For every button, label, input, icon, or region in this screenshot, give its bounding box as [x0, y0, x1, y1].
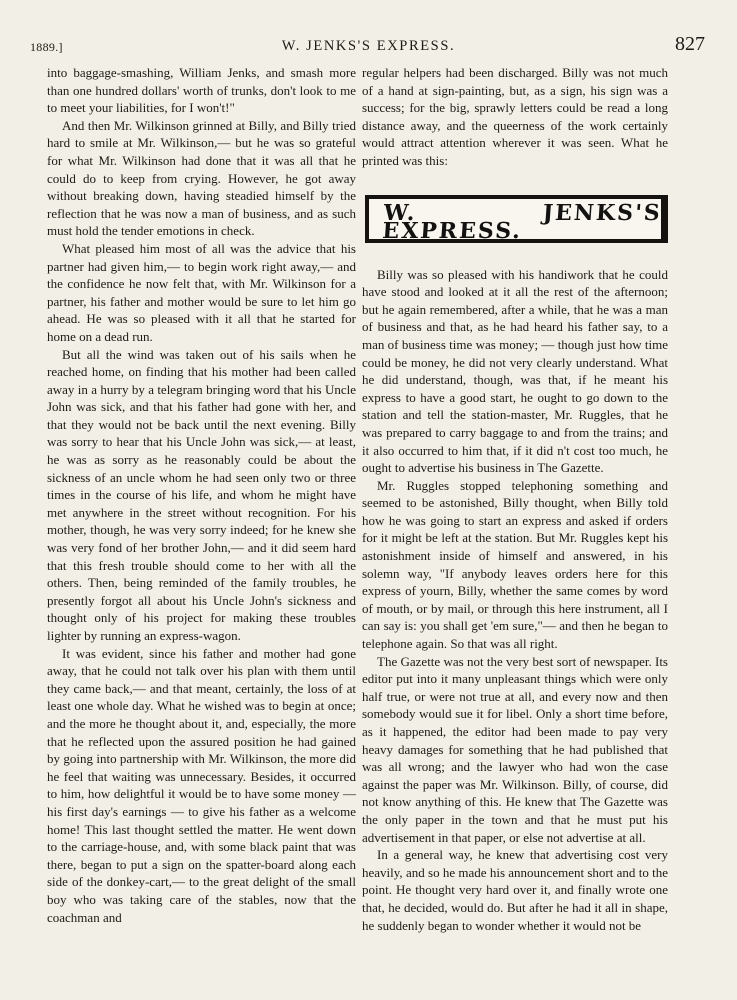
paragraph: regular helpers had been discharged. Billy was not much of a hand at sign-painting, but, as a sign, his sign was a success; for the big, sprawly letters could be read a long distance away, and the queerness of the work certainly would attract attention wherever it was seen. What he printed was this: — [362, 65, 668, 168]
paragraph: What pleased him most of all was the advice that his partner had given him,— to begin work right away,— and the confidence he now felt that, with Mr. Wilkinson for a partner, his father and mother would be sure to let him go ahead. He was so pleased with it all that he started for home on a dead run. — [47, 240, 356, 344]
left-column — [47, 64, 356, 926]
sign-text: W. JENKS'S EXPRESS. — [381, 199, 663, 244]
painted-sign — [365, 195, 668, 243]
running-header — [30, 33, 707, 60]
paragraph: Mr. Ruggles stopped telephoning something and seemed to be astonished, Billy thought, when Billy told how he was going to start an express and asked if orders for it might be left at the station. But Mr. Ruggles kept his astonishment inside of himself and answered, in his solemn way, "If anybody leaves orders here for this express of yourn, Billy, whether the same comes by word of mouth, or by mail, or through this here instrument, all I can say is: you shall get 'em sure,"— and then he began to telephone again. So that was all right. — [362, 477, 668, 652]
right-column — [362, 64, 668, 934]
paragraph: And then Mr. Wilkinson grinned at Billy, and Billy tried hard to smile at Mr. Wilkinson,— but he was so grateful for what Mr. Wilkinson had done that it was all that he could do to keep from crying. However, he got away without breaking down, having steadied himself by the reflection that he was now a man of business, and as such must hold the tender emotions in check. — [47, 117, 356, 239]
paragraph: But all the wind was taken out of his sails when he reached home, on finding that his mother had been called away in a hurry by a telegram bringing word that his Uncle John was sick, and that his father had gone with her, and that they would not be back until the next evening. Billy was sorry to hear that his Uncle John was sick,— at least, he was as sorry as he reasonably could be about the sickness of an uncle whom he had seen only two or three times in the course of his life, and whom he might have met anywhere in the street without recognition. For his mother, though, he was very sorry indeed; for he knew she was very fond of her brother John,— and it did seem hard that this fresh trouble should come to her with all the others. Then, being reminded of the family troubles, he presently forgot all about his Uncle John's sickness and thought only of his project for making these troubles lighter by running an express-wagon. — [47, 346, 356, 643]
sign-illustration — [362, 180, 668, 252]
paragraph: Billy was so pleased with his handiwork that he could have stood and looked at it all the rest of the afternoon; but he again remembered, after a while, that he was a man of business and that, as he had heard his father say, to a man of business time was money; — though just how time could be money, he did not very clearly understand. What he did understand, though, was that, if he meant his express to have a good start, he ought to go down to the station and tell the station-master, Mr. Ruggles, that he was prepared to carry baggage to and from the trains; and it also occurred to him that, if it did n't cost too much, he ought to advertise his business in The Gazette. — [362, 266, 668, 476]
paragraph: It was evident, since his father and mother had gone away, that he could not talk over his plan with them until they came back,— and that meant, certainly, the loss of at least one whole day. What he wished was to begin at once; and the more he thought about it, and, especially, the more that he reflected upon the assured position he had gained by going into partnership with Mr. Wilkinson, the more did he feel that waiting was unnecessary. Besides, it occurred to him, how delightful it would be to have some money — his first day's earnings — to give his father as a welcome home! This last thought settled the matter. He went down to the carriage-house, and, with some black paint that was there, began to put a sign on the spatter-board along each side of the donkey-cart,— to the great delight of the small boy who was taking care of the stables, now that the coachman and — [47, 645, 356, 925]
paragraph: The Gazette was not the very best sort of newspaper. Its editor put into it many unpleasant things which were only half true, or were not true at all, and every now and then somebody would sue it for libel. Only a short time before, as it happened, the editor had been made to pay very heavy damages for something that he had published that was all wrong; and the lawyer who had won the case against the paper was Mr. Wilkinson. Billy, of course, did not know anything of this. He knew that The Gazette was the only paper in the town and that he must put his advertisement in that paper, or else not advertise at all. — [362, 653, 668, 845]
header-title: W. JENKS'S EXPRESS. — [281, 38, 456, 54]
header-year: 1889.] — [30, 40, 63, 54]
paragraph: In a general way, he knew that advertising cost very heavily, and so he made his announcement short and to the point. He thought very hard over it, and finally wrote one that, he decided, would do. But after he had it all in shape, he suddenly began to wonder whether it would not be — [362, 847, 668, 933]
page-number: 827 — [675, 33, 705, 55]
paragraph: into baggage-smashing, William Jenks, and smash more than one hundred dollars' worth of trunks, don't look to me to meet your liabilities, for I won't!" — [47, 65, 356, 116]
